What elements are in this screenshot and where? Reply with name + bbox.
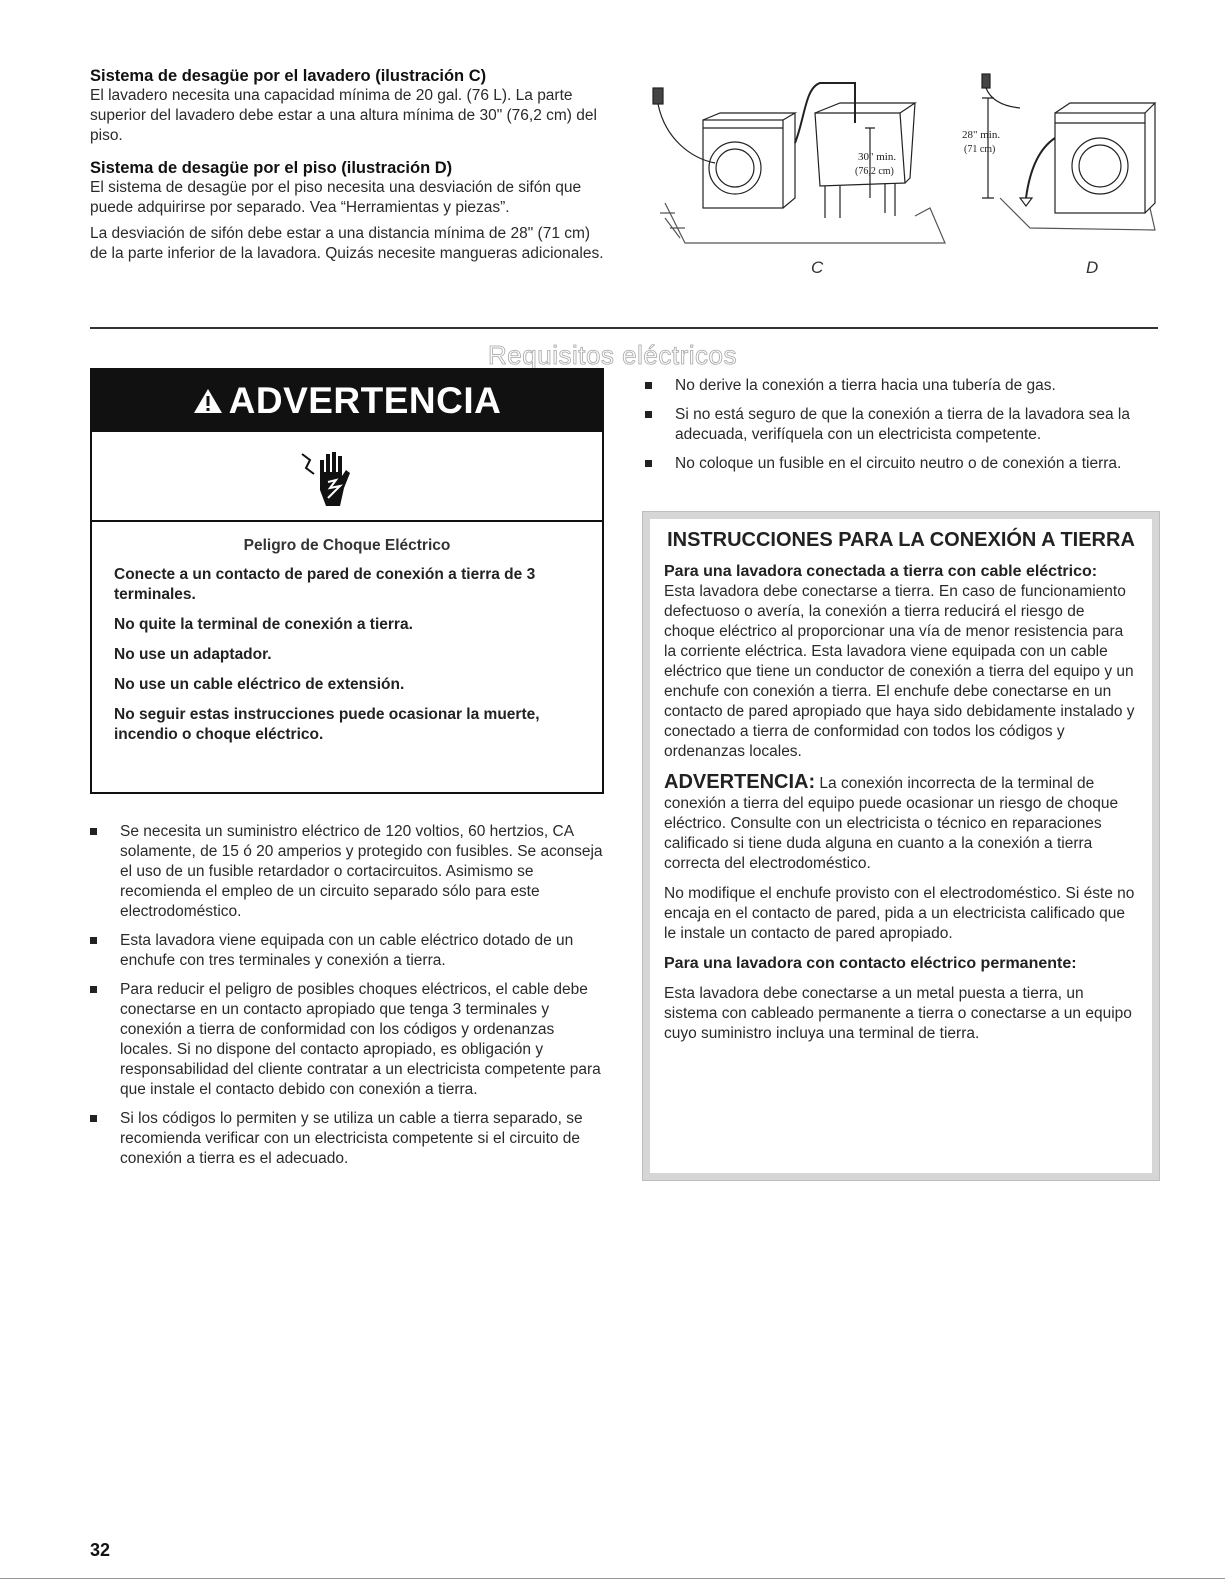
warning-header-text: ADVERTENCIA (228, 380, 502, 421)
d-height-label: 28" min. (962, 129, 1001, 141)
list-item-text: Esta lavadora viene equipada con un cable eléctrico dotado de un enchufe con tres terminales y conexión a tierra. (120, 932, 574, 969)
warning-body (92, 537, 602, 745)
list-item-text: Si no está seguro de que la conexión a tierra de la lavadora sea la adecuada, verifíquela con un electricista competente. (675, 406, 1130, 443)
grounding-text-permanent: Esta lavadora debe conectarse a un metal puesta a tierra, un sistema con cableado permanente a tierra o conectarse a un equipo cuyo suministro incluya una terminal de tierra. (664, 985, 1132, 1042)
page-number: 32 (90, 1540, 111, 1560)
list-item-text: Para reducir el peligro de posibles choques eléctricos, el cable debe conectarse en un contacto apropiado que tenga 3 terminales y conexión a tierra de conformidad con los códigos y ordenanzas locales. Si no dispone del contacto apropiado, es obligación y responsabilidad del cliente contratar a un electricista competente para que instale el contacto debido con conexión a tierra. (120, 981, 601, 1098)
list-item (90, 931, 610, 971)
bottom-rule (0, 1578, 1225, 1579)
drain-section (90, 66, 610, 264)
warning-triangle-icon (193, 388, 223, 414)
bullet-square-icon (90, 986, 97, 993)
illustration-c (645, 68, 965, 278)
list-item-text: No derive la conexión a tierra hacia una tubería de gas. (675, 377, 1056, 394)
warning-line-3: No use un adaptador. (114, 646, 272, 663)
grounding-warning-text: La conexión incorrecta de la terminal de conexión a tierra del equipo puede ocasionar un riesgo de choque eléctrico. Consulte con un electricista o técnico en reparaciones calificado si tiene duda alguna en cuanto a la conexión a tierra correcta del electrodoméstico. (664, 775, 1119, 872)
caption-c: C (811, 258, 824, 277)
illustration-d (960, 68, 1160, 277)
laundry-drain-text: El lavadero necesita una capacidad mínima de 20 gal. (76 L). La parte superior del lavadero debe estar a una altura mínima de 30" (76,2 cm) del piso. (90, 87, 597, 144)
laundry-drain-heading: Sistema de desagüe por el lavadero (ilustración C) (90, 67, 487, 85)
grounding-subheading-permanent: Para una lavadora con contacto eléctrico permanente: (664, 955, 1077, 972)
grounding-text-cord: Esta lavadora debe conectarse a tierra. En caso de funcionamiento defectuoso o avería, la conexión a tierra reducirá el riesgo de choque eléctrico al proporcionar una vía de menor resistencia para la corriente eléctrica. Esta lavadora viene equipada con un cable eléctrico que tiene un conductor de conexión a tierra del equipo y un enchufe con conexión a tierra. El enchufe debe conectarse en un contacto de pared apropiado que haya sido debidamente instalado y conectado a tierra de conformidad con todos los códigos y ordenanzas locales. (664, 583, 1135, 760)
bullet-square-icon (645, 460, 652, 467)
list-item (90, 1109, 610, 1169)
bullet-square-icon (645, 382, 652, 389)
left-bullet-list (90, 822, 610, 1178)
c-height-label-metric: (76,2 cm) (855, 166, 894, 177)
grounding-title: INSTRUCCIONES PARA LA CONEXIÓN A TIERRA (667, 529, 1135, 551)
warning-box (90, 368, 604, 794)
warning-icon-area (92, 432, 602, 522)
washer-laundry-tub-drawing (645, 68, 965, 278)
washer-floor-drain-drawing (960, 68, 1160, 258)
warning-line-4: No use un cable eléctrico de extensión. (114, 676, 405, 693)
list-item (90, 980, 610, 1100)
bullet-square-icon (90, 828, 97, 835)
grounding-text-plug: No modifique el enchufe provisto con el electrodoméstico. Si éste no encaja en el contacto de pared, pida a un electricista calificado que le instale un contacto de pared apropiado. (664, 885, 1135, 942)
warning-line-2: No quite la terminal de conexión a tierra. (114, 616, 413, 633)
grounding-subheading-cord: Para una lavadora conectada a tierra con cable eléctrico: (664, 563, 1098, 580)
d-height-label-metric: (71 cm) (964, 144, 996, 155)
section-title: Requisitos eléctricos (488, 340, 737, 370)
grounding-instructions-box (643, 512, 1159, 1180)
bullet-square-icon (645, 411, 652, 418)
grounding-warning-label: ADVERTENCIA: (664, 771, 816, 793)
warning-subtitle: Peligro de Choque Eléctrico (243, 537, 451, 554)
list-item-text: Se necesita un suministro eléctrico de 120 voltios, 60 hertzios, CA solamente, de 15 ó 20 amperios y protegido con fusibles. Se aconseja el uso de un fusible retardador o cortacircuitos. Asimismo se recomienda el empleo de un circuito separado sólo para este electrodoméstico. (120, 823, 603, 920)
floor-drain-text-2: La desviación de sifón debe estar a una distancia mínima de 28" (71 cm) de la parte inferior de la lavadora. Quizás necesite mangueras adicionales. (90, 225, 604, 262)
list-item-text: No coloque un fusible en el circuito neutro o de conexión a tierra. (675, 455, 1122, 472)
list-item (645, 454, 1160, 474)
floor-drain-text: El sistema de desagüe por el piso necesita una desviación de sifón que puede adquirirse por separado. Vea “Herramientas y piezas”. (90, 179, 582, 216)
list-item (645, 405, 1160, 445)
electric-shock-hand-icon (292, 446, 372, 516)
floor-drain-heading: Sistema de desagüe por el piso (ilustración D) (90, 159, 453, 177)
list-item (645, 376, 1160, 396)
list-item-text: Si los códigos lo permiten y se utiliza un cable a tierra separado, se recomienda verificar con un electricista competente si el circuito de conexión a tierra es el adecuado. (120, 1110, 583, 1167)
list-item (90, 822, 610, 922)
right-bullet-list (645, 376, 1160, 483)
warning-line-1: Conecte a un contacto de pared de conexión a tierra de 3 terminales. (114, 566, 536, 603)
warning-header (92, 370, 602, 432)
caption-d: D (1086, 258, 1099, 277)
c-height-label: 30" min. (858, 151, 897, 163)
grounding-warning-paragraph (664, 772, 1138, 874)
section-divider (90, 327, 1158, 329)
bullet-square-icon (90, 1115, 97, 1122)
warning-line-5: No seguir estas instrucciones puede ocasionar la muerte, incendio o choque eléctrico. (114, 706, 540, 743)
bullet-square-icon (90, 937, 97, 944)
